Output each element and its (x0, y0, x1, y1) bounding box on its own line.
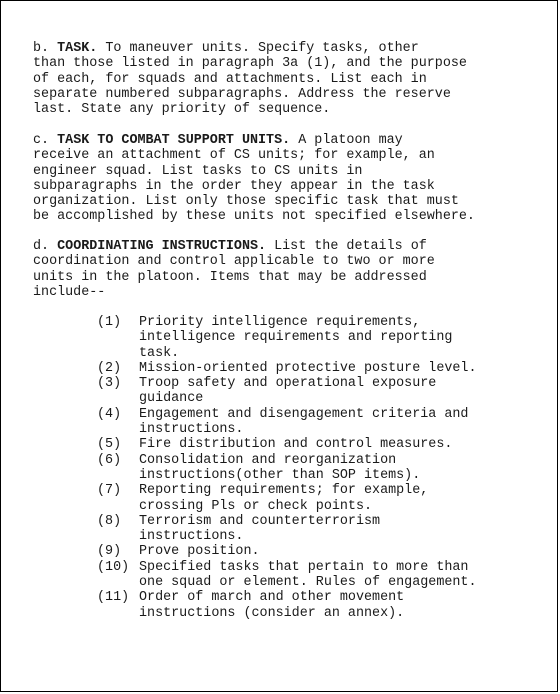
item-number: (7) (97, 483, 122, 499)
item-number: (6) (97, 452, 122, 468)
item-number: (2) (97, 360, 122, 376)
item-text: Engagement and disengagement criteria and instructions. (139, 406, 469, 438)
list-item (97, 544, 537, 559)
paragraph-heading: TASK. (57, 41, 98, 56)
coordinating-instructions-list (97, 315, 537, 621)
item-number: (11) (97, 590, 130, 606)
item-number: (1) (97, 315, 122, 330)
paragraph-heading: COORDINATING INSTRUCTIONS. (57, 239, 267, 254)
paragraph-body: List the details of coordination and control applicable to two or more units in the platoon. Items that may be addressed include-- (33, 239, 435, 300)
list-item (97, 407, 537, 438)
item-text: Reporting requirements; for example, crossing Pls or check points. (139, 483, 429, 514)
paragraph-body: A platoon may receive an attachment of CS units; for example, an engineer squad. List tasks to CS units in subparagraphs in the order they appear in the task organization. List only those specific task that must be accomplished by these units not specified elsewhere. (33, 133, 475, 225)
item-number: (4) (97, 406, 122, 422)
item-text: Consolidation and reorganization instructions(other than SOP items). (139, 452, 421, 483)
list-item (97, 315, 537, 361)
paragraph-c-task-to-cs-units (33, 133, 525, 225)
item-text: Fire distribution and control measures. (139, 437, 453, 453)
item-text: Terrorism and counterterrorism instructions. (139, 513, 381, 545)
item-text: Specified tasks that pertain to more than one squad or element. Rules of engagement. (139, 559, 477, 591)
list-item (97, 560, 537, 591)
paragraph-b-task (33, 41, 525, 117)
item-text: Mission-oriented protective posture level. (139, 360, 477, 376)
item-text: Prove position. (139, 544, 260, 560)
item-number: (8) (97, 513, 122, 529)
item-number: (9) (97, 544, 122, 560)
list-item (97, 453, 537, 484)
paragraph-heading: TASK TO COMBAT SUPPORT UNITS. (57, 133, 291, 148)
item-text: Order of march and other movement instructions (consider an annex). (139, 590, 405, 621)
list-item (97, 376, 537, 407)
paragraph-body: To maneuver units. Specify tasks, other than those listed in paragraph 3a (1), and the purpose of each, for squads and attachments. List each in separate numbered subparagraphs. Address the reserve last. State any priority of sequence. (33, 41, 467, 118)
item-number: (3) (97, 376, 122, 392)
paragraph-label: d. (33, 239, 50, 254)
list-item (97, 590, 537, 621)
paragraph-label: c. (33, 133, 50, 148)
list-item (97, 514, 537, 545)
list-item (97, 483, 537, 514)
item-text: Troop safety and operational exposure guidance (139, 376, 437, 407)
paragraph-label: b. (33, 41, 50, 56)
item-text: Priority intelligence requirements, intelligence requirements and reporting task. (139, 315, 453, 361)
paragraph-d-coordinating-instructions (33, 239, 525, 300)
list-item (97, 437, 537, 452)
list-item (97, 361, 537, 376)
item-number: (5) (97, 437, 122, 453)
item-number: (10) (97, 559, 130, 575)
